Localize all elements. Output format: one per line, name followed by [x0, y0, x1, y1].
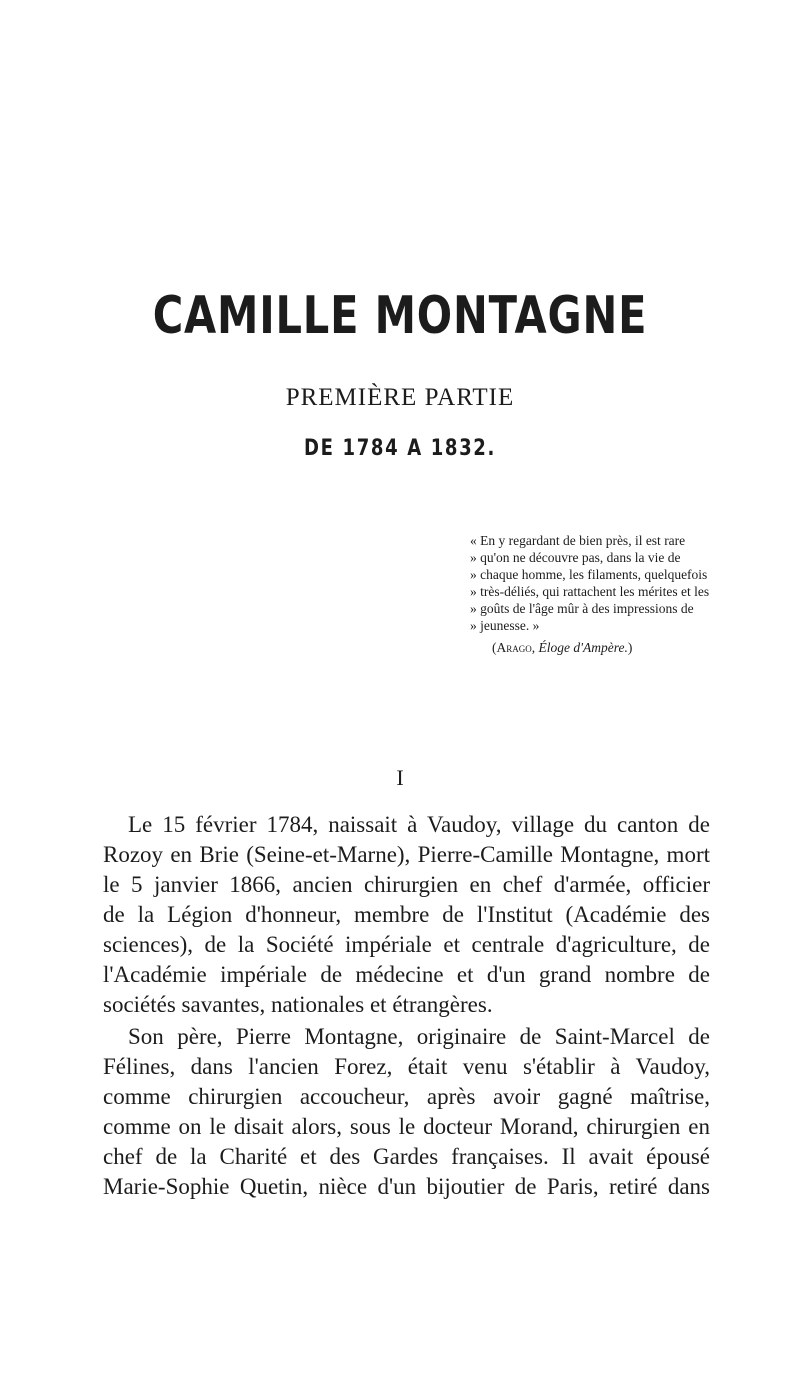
text-line: comme on le disait alors, sous le docteur Morand, chirurgien en — [103, 1114, 710, 1139]
text-line: sciences), de la Société impériale et centrale d'agriculture, de — [103, 932, 710, 957]
attribution-work: Éloge d'Ampère. — [538, 640, 628, 655]
epigraph-line: » jeunesse. » — [470, 618, 540, 633]
text-line: Marie-Sophie Quetin, nièce d'un bijoutier de Paris, retiré dans — [103, 1174, 710, 1199]
epigraph — [470, 532, 780, 656]
text-line: de la Légion d'honneur, membre de l'Institut (Académie des — [103, 902, 710, 927]
part-heading: PREMIÈRE PARTIE — [285, 384, 515, 411]
text-line: comme chirurgien accoucheur, après avoir gagné maîtrise, — [103, 1084, 710, 1109]
section-number: I — [396, 765, 404, 790]
text-line: le 5 janvier 1866, ancien chirurgien en chef d'armée, officier — [103, 872, 710, 897]
book-title: CAMILLE MONTAGNE — [152, 286, 648, 346]
epigraph-line: » chaque homme, les filaments, quelquefois — [470, 567, 708, 582]
text-line: l'Académie impériale de médecine et d'un grand nombre de — [103, 962, 710, 987]
text-line: Félines, dans l'ancien Forez, était venu s'établir à Vaudoy, — [103, 1054, 710, 1079]
epigraph-attribution: (Arago, Éloge d'Ampère.) — [492, 640, 633, 655]
epigraph-line: » très-déliés, qui rattachent les mérites et les — [470, 584, 710, 599]
text-line: Le 15 février 1784, naissait à Vaudoy, village du canton de — [128, 812, 710, 837]
epigraph-line: » qu'on ne découvre pas, dans la vie de — [470, 550, 681, 565]
epigraph-line: » goûts de l'âge mûr à des impressions de — [470, 601, 694, 616]
text-line: chef de la Charité et des Gardes françaises. Il avait épousé — [103, 1144, 710, 1169]
epigraph-line: « En y regardant de bien près, il est rare — [470, 533, 686, 548]
body-text — [103, 810, 710, 1202]
date-range: DE 1784 A 1832. — [304, 436, 496, 461]
text-line: Rozoy en Brie (Seine-et-Marne), Pierre-Camille Montagne, mort — [103, 842, 710, 867]
text-line: Son père, Pierre Montagne, originaire de Saint-Marcel de — [128, 1024, 710, 1049]
attribution-author: Arago — [496, 640, 532, 655]
text-line: sociétés savantes, nationales et étrangères. — [103, 992, 493, 1017]
